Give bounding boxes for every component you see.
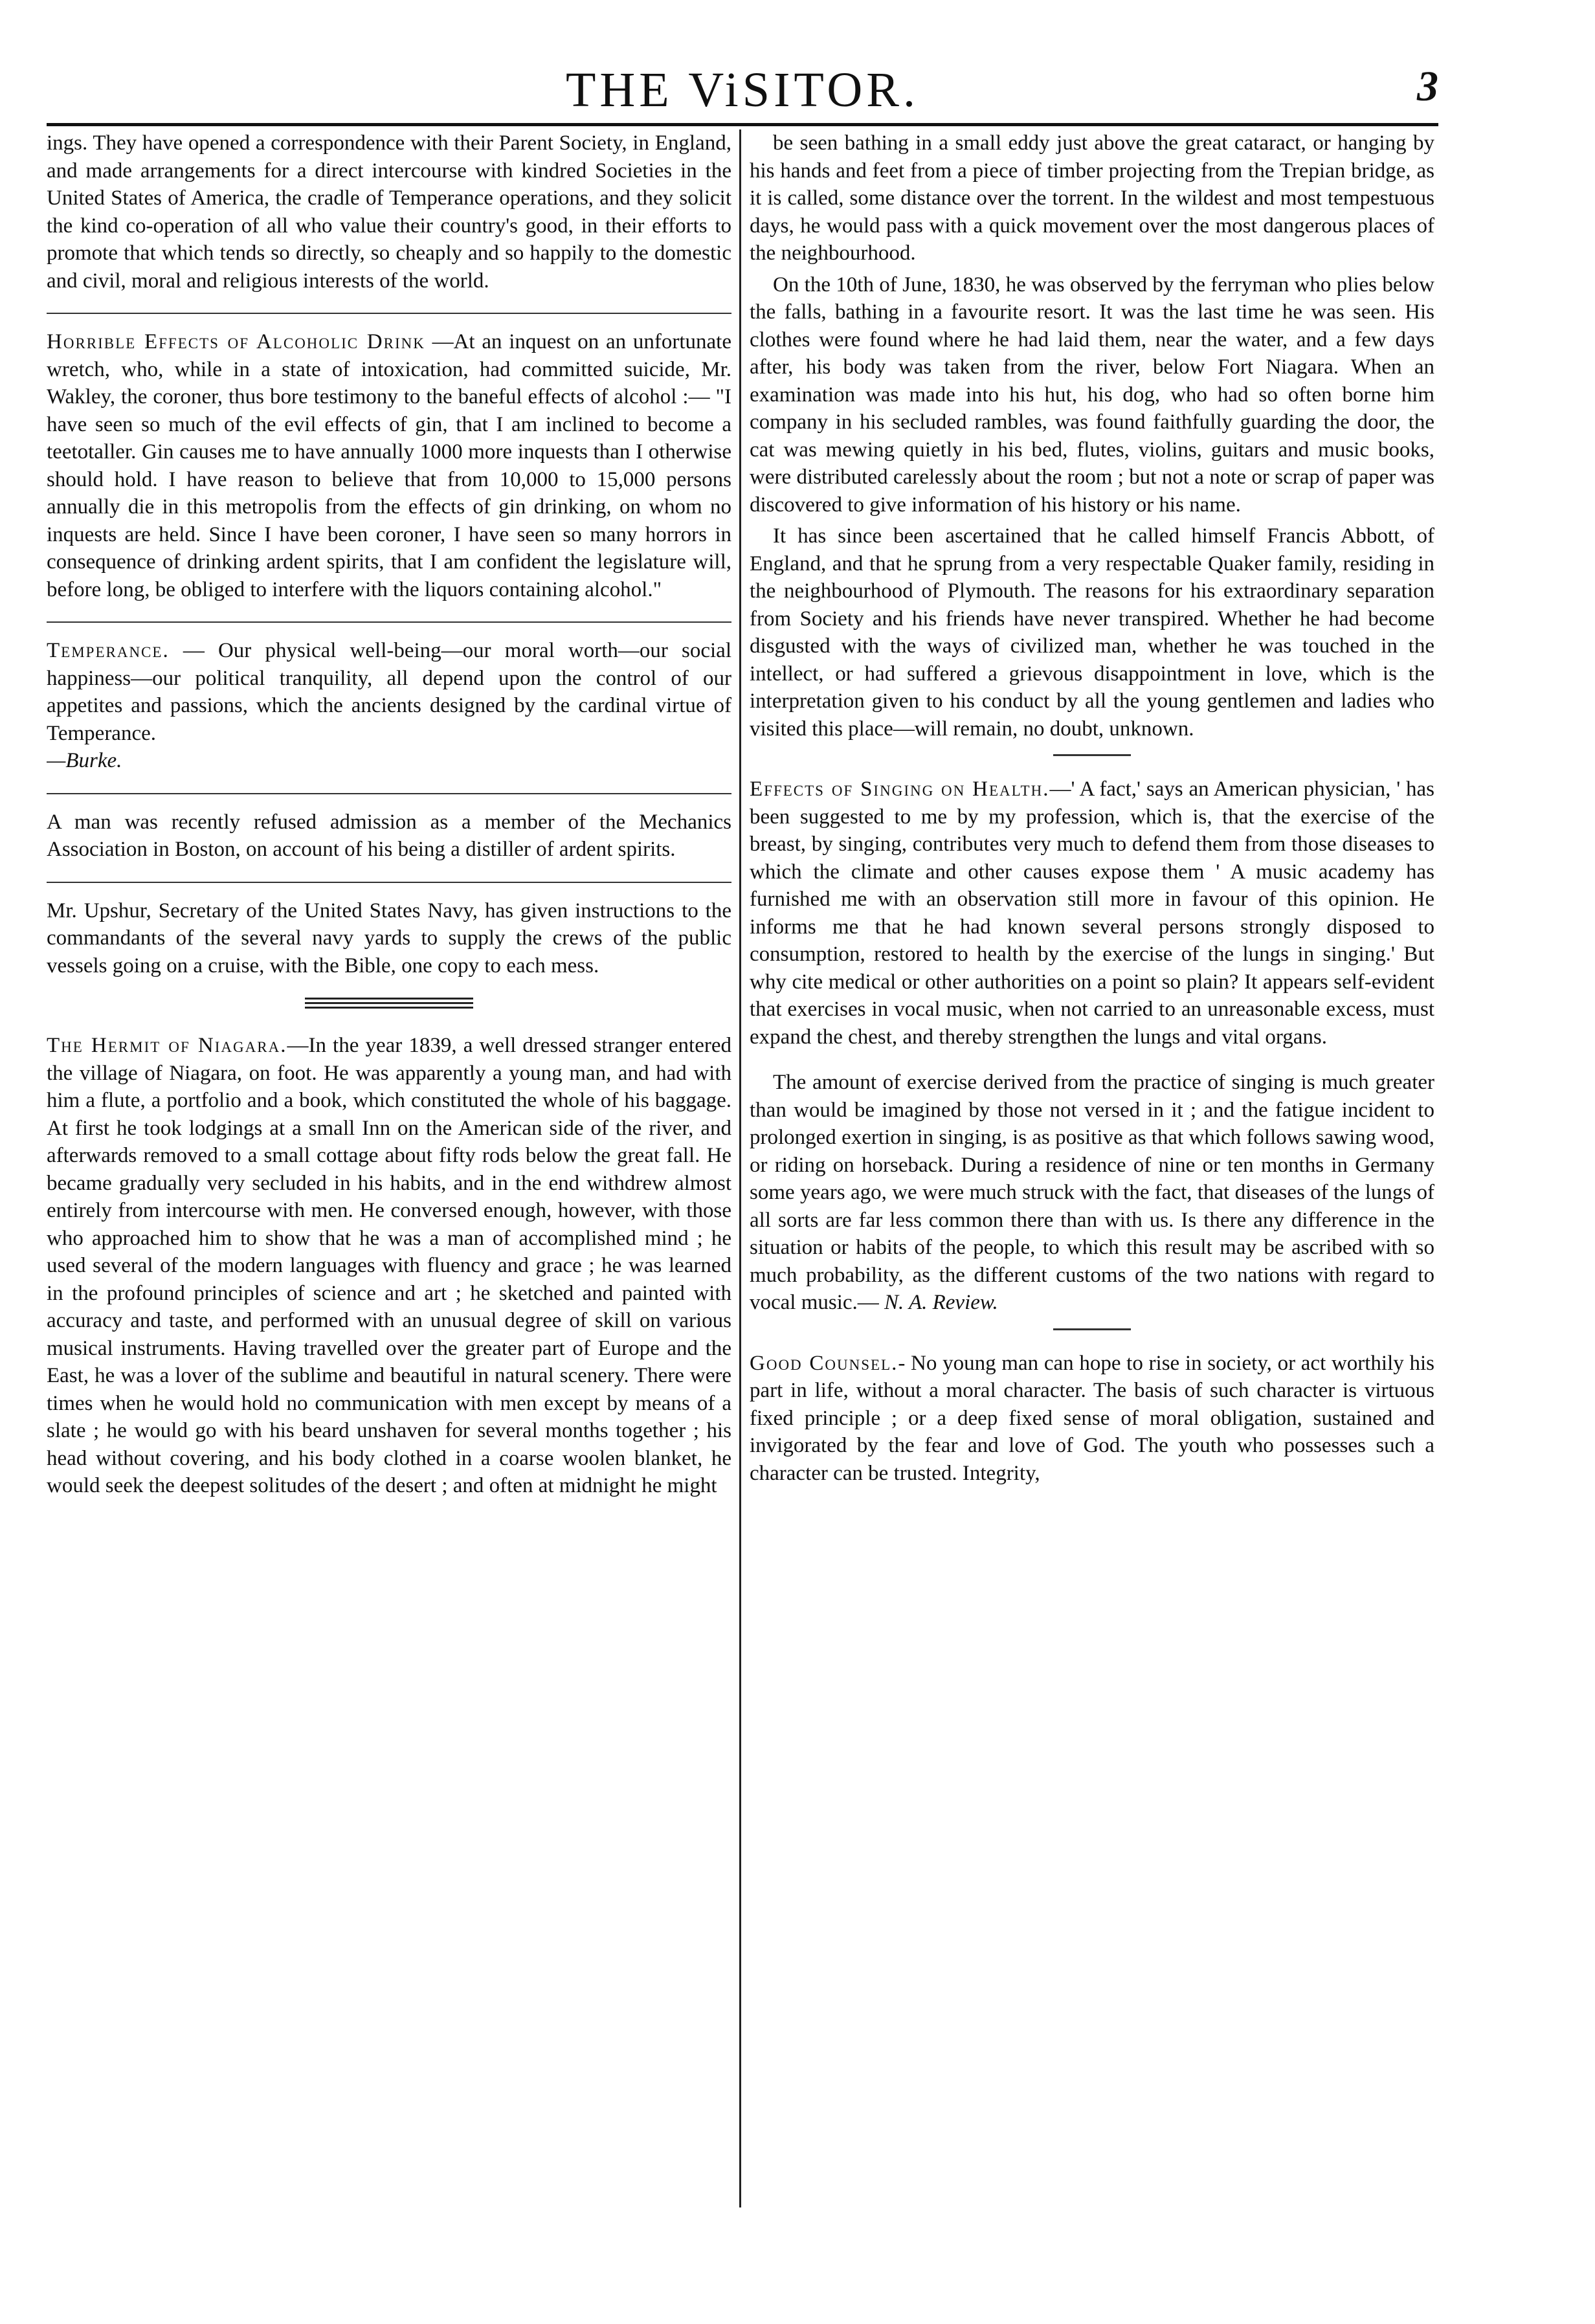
article-heading: Good Counsel.: [750, 1351, 898, 1375]
article-navy-bibles: [47, 897, 731, 980]
header-rule: [47, 123, 1438, 126]
article-singing-continued: [750, 1069, 1434, 1317]
page-number: 3: [1417, 63, 1438, 110]
article-temperance-societies: [47, 129, 731, 295]
article-heading: Effects of Singing on Health.: [750, 777, 1050, 801]
article-text: On the 10th of June, 1830, he was observed by the ferryman who plies below the falls, bathing in a favourite resort. It was the last time he was seen. His clothes were found where he had laid them, near the water, and a few days after, his body was taken from the river, below Fort Niagara. When an examination was made into his hut, his dog, who had so often borne him company in his secluded rambles, was found faithfully guarding the door, the cat was mewing quietly in his bed, flutes, violins, guitars and music books, were distributed carelessly about the room ; but not a note or scrap of paper was discovered to give information of his history or his name.: [750, 273, 1434, 517]
article-byline: —Burke.: [47, 749, 122, 772]
article-separator: [47, 793, 731, 794]
article-text: A man was recently refused admission as a member of the Mechanics Association in Boston, on account of his being a distiller of ardent spirits.: [47, 810, 731, 861]
article-byline: N. A. Review.: [884, 1291, 998, 1314]
article-text: — Our physical well-being—our moral worth—our social happiness—our political tranquility, all depend upon the control of our appetites and passions, which the ancients designed by the cardinal virtue of Temperance.: [47, 639, 731, 745]
article-horrible-effects: [47, 328, 731, 603]
ornamental-rule: [305, 998, 473, 1009]
article-hermit-continued: [750, 522, 1434, 743]
article-text: ings. They have opened a correspondence with their Parent Society, in England, and made arrangements for a direct intercourse with kindred Societies in the United States of America, the cradle of Temperance operations, and they solicit the kind co-operation of all who value their country's good, in their efforts to promote that which tends so directly, so cheaply and so happily to the domestic and civil, moral and religious interests of the world.: [47, 131, 731, 293]
article-mechanics-association: [47, 809, 731, 864]
article-heading: Temperance.: [47, 639, 170, 662]
column-divider: [739, 129, 741, 2207]
article-separator: [47, 621, 731, 623]
article-temperance: [47, 637, 731, 775]
left-column: [47, 129, 731, 2214]
article-text: be seen bathing in a small eddy just above the great cataract, or hanging by his hands and feet from a piece of timber projecting from the Trepian bridge, as it is called, some distance over the torrent. In the wildest and most tempestuous days, he would pass with a quick movement over the most dangerous places of the neighbourhood.: [750, 131, 1434, 265]
article-text: - No young man can hope to rise in society, or act worthily his part in life, without a moral character. The basis of such character is virtuous fixed principle ; or a deep fixed sense of moral obligation, sustained and invigorated by the fear and love of God. The youth who possesses such a character can be trusted. Integrity,: [750, 1351, 1434, 1485]
article-text: It has since been ascertained that he called himself Francis Abbott, of England, and that he sprung from a very respectable Quaker family, residing in the neighbourhood of Plymouth. The reasons for his extraordinary separation from Society and his friends have never transpired. Whether he had become disgusted with the ways of civilized man, whether he was touched in the intellect, or had suffered a grievous disappointment in love, which is the interpretation given to his conduct by all the young gentlemen and ladies who visited this place—will remain, no doubt, unknown.: [750, 524, 1434, 741]
article-effects-of-singing: [750, 776, 1434, 1051]
article-text: —' A fact,' says an American physician, ' has been suggested to me by my profession, which is, that the exercise of the breast, by singing, contributes very much to defend them from those diseases to which the climate and other causes expose them ' A music academy has furnished me with an observation still more in favour of this opinion. He informs me that he had known several persons strongly disposed to consumption, restored to health by the exercise of the lungs in singing.' But why cite medical or other authorities on a point so plain? It appears self-evident that exercises in vocal music, when not carried to an unreasonable excess, must expand the chest, and thereby strengthen the lungs and vital organs.: [750, 777, 1434, 1049]
article-text: —At an inquest on an unfortunate wretch, who, while in a state of intoxication, had committed suicide, Mr. Wakley, the coroner, thus bore testimony to the baneful effects of alcohol :— "I have seen so much of the evil effects of gin, that I am inclined to become a teetotaller. Gin causes me to have annually 1000 more inquests than I otherwise should hold. I have reason to believe that from 10,000 to 15,000 persons annually die in this metropolis from the effects of gin drinking, on whom no inquests are held. Since I have been coroner, I have seen so many horrors in consequence of drinking ardent spirits, that I am confident the legislature will, before long, be obliged to interfere with the liquors containing alcohol.": [47, 330, 731, 601]
right-column: [750, 129, 1434, 2214]
article-hermit-continued: [750, 129, 1434, 267]
article-heading: The Hermit of Niagara.: [47, 1034, 287, 1057]
article-hermit-of-niagara: [47, 1032, 731, 1500]
article-separator: [1053, 1328, 1131, 1330]
article-text: Mr. Upshur, Secretary of the United States Navy, has given instructions to the commandants of the several navy yards to supply the crews of the public vessels going on a cruise, with the Bible, one copy to each mess.: [47, 899, 731, 978]
article-text: The amount of exercise derived from the practice of singing is much greater than would be imagined by those not versed in it ; and the fatigue incident to prolonged exertion in singing, is as positive as that which follows sawing wood, or riding on horseback. During a residence of nine or ten months in Germany some years ago, we were much struck with the fact, that diseases of the lungs of all sorts are far less common there than with us. Is there any difference in the situation or habits of the people, to which this result may be ascribed with so much probability, as the different customs of the two nations with regard to vocal music.—: [750, 1071, 1434, 1314]
article-good-counsel: [750, 1350, 1434, 1488]
masthead-title: THE ViSITOR.: [566, 63, 919, 117]
article-hermit-continued: [750, 271, 1434, 519]
article-separator: [1053, 754, 1131, 756]
article-text: —In the year 1839, a well dressed stranger entered the village of Niagara, on foot. He was apparently a young man, and had with him a flute, a portfolio and a book, which constituted the whole of his baggage. At first he took lodgings at a small Inn on the American side of the river, and afterwards removed to a small cottage about fifty rods below the great fall. He became gradually very secluded in his habits, and in the end withdrew almost entirely from intercourse with men. He conversed enough, however, with those who approached him to show that he was a man of accomplished mind ; he used several of the modern languages with fluency and grace ; he was learned in the profound principles of science and art ; he sketched and painted with accuracy and taste, and performed with an unusual degree of skill on various musical instruments. Having travelled over the greater part of Europe and the East, he was a lover of the sublime and beautiful in natural scenery. There were times when he would hold no communication with men except by means of a slate ; he would go with his beard unshaven for several months together ; his head without covering, and his body clothed in a coarse woolen blanket, he would seek the deepest solitudes of the desert ; and often at midnight he might: [47, 1034, 731, 1497]
article-heading: Horrible Effects of Alcoholic Drink: [47, 330, 425, 353]
article-separator: [47, 313, 731, 314]
article-separator: [47, 882, 731, 883]
